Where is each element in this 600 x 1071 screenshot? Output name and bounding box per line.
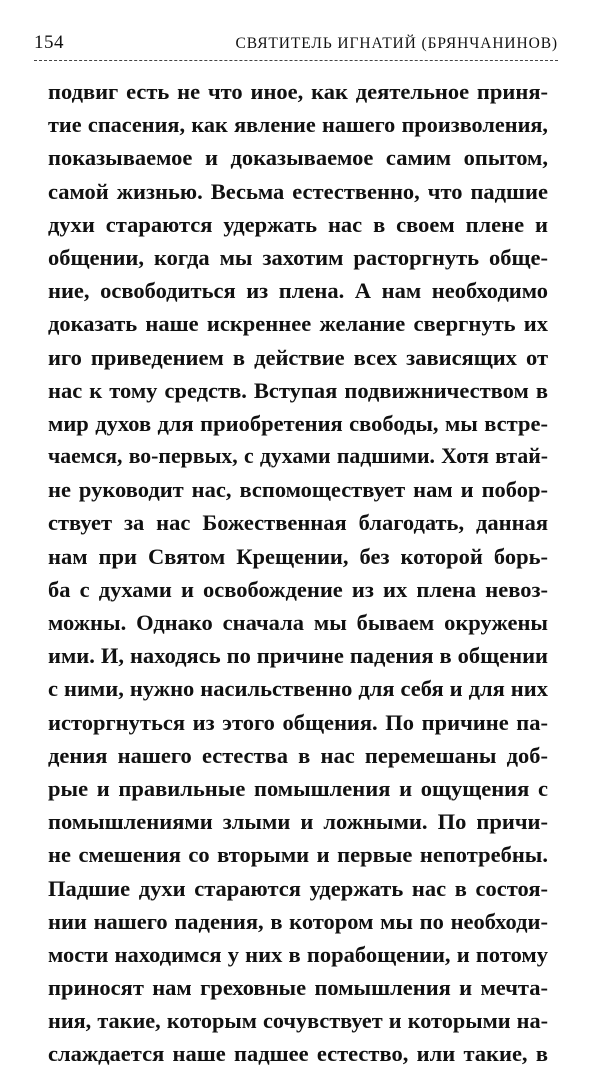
text-line: не смешения со вторыми и первые непотребны. bbox=[48, 842, 548, 868]
text-line: приносят нам греховные помышления и мечта- bbox=[48, 975, 548, 1001]
running-title: СВЯТИТЕЛЬ ИГНАТИЙ (БРЯНЧАНИНОВ) bbox=[235, 35, 558, 52]
text-line: общении, когда мы захотим расторгнуть обще- bbox=[48, 244, 548, 270]
text-line: мир духов для приобретения свободы, мы встре- bbox=[48, 410, 548, 436]
text-line: доказать наше искреннее желание свергнуть их bbox=[48, 311, 548, 337]
body-text bbox=[48, 75, 548, 1071]
running-head bbox=[34, 30, 558, 61]
text-line: Падшие духи стараются удержать нас в состоя- bbox=[48, 875, 548, 901]
text-line: помышлениями злыми и ложными. По причи- bbox=[48, 809, 548, 835]
text-line: рые и правильные помышления и ощущения с bbox=[48, 775, 548, 801]
text-line: чаемся, во-первых, с духами падшими. Хотя втай- bbox=[48, 444, 548, 469]
text-line: ба с духами и освобождение из их плена невоз- bbox=[48, 576, 548, 602]
text-line: можны. Однако сначала мы бываем окружены bbox=[48, 610, 548, 635]
text-line: показываемое и доказываемое самим опытом, bbox=[48, 145, 548, 171]
text-line: тие спасения, как явление нашего произволения, bbox=[48, 112, 548, 138]
text-line: ние, освободиться из плена. А нам необходимо bbox=[48, 278, 548, 304]
text-line: нас к тому средств. Вступая подвижничеством в bbox=[48, 377, 548, 403]
text-line: ния, такие, которым сочувствует и которыми на- bbox=[48, 1008, 548, 1034]
text-line: иго приведением в действие всех зависящих от bbox=[48, 344, 548, 370]
text-line: слаждается наше падшее естество, или такие, в bbox=[48, 1041, 548, 1067]
text-line: подвиг есть не что иное, как деятельное приня- bbox=[48, 79, 548, 104]
page-number: 154 bbox=[34, 32, 64, 53]
text-line: исторгнуться из этого общения. По причине па- bbox=[48, 709, 548, 735]
text-line: духи стараются удержать нас в своем плене и bbox=[48, 211, 548, 237]
text-line: самой жизнью. Весьма естественно, что падшие bbox=[48, 178, 548, 204]
text-line: с ними, нужно насильственно для себя и для них bbox=[48, 676, 548, 702]
text-line: нии нашего падения, в котором мы по необходи- bbox=[48, 908, 548, 934]
text-line: не руководит нас, вспомоществует нам и побор- bbox=[48, 477, 548, 503]
text-line: мости находимся у них в порабощении, и потому bbox=[48, 941, 548, 967]
text-line: нам при Святом Крещении, без которой борь- bbox=[48, 543, 548, 569]
text-line: ствует за нас Божественная благодать, данная bbox=[48, 510, 548, 536]
text-line: дения нашего естества в нас перемешаны доб- bbox=[48, 742, 548, 768]
text-line: ими. И, находясь по причине падения в общении bbox=[48, 643, 548, 669]
